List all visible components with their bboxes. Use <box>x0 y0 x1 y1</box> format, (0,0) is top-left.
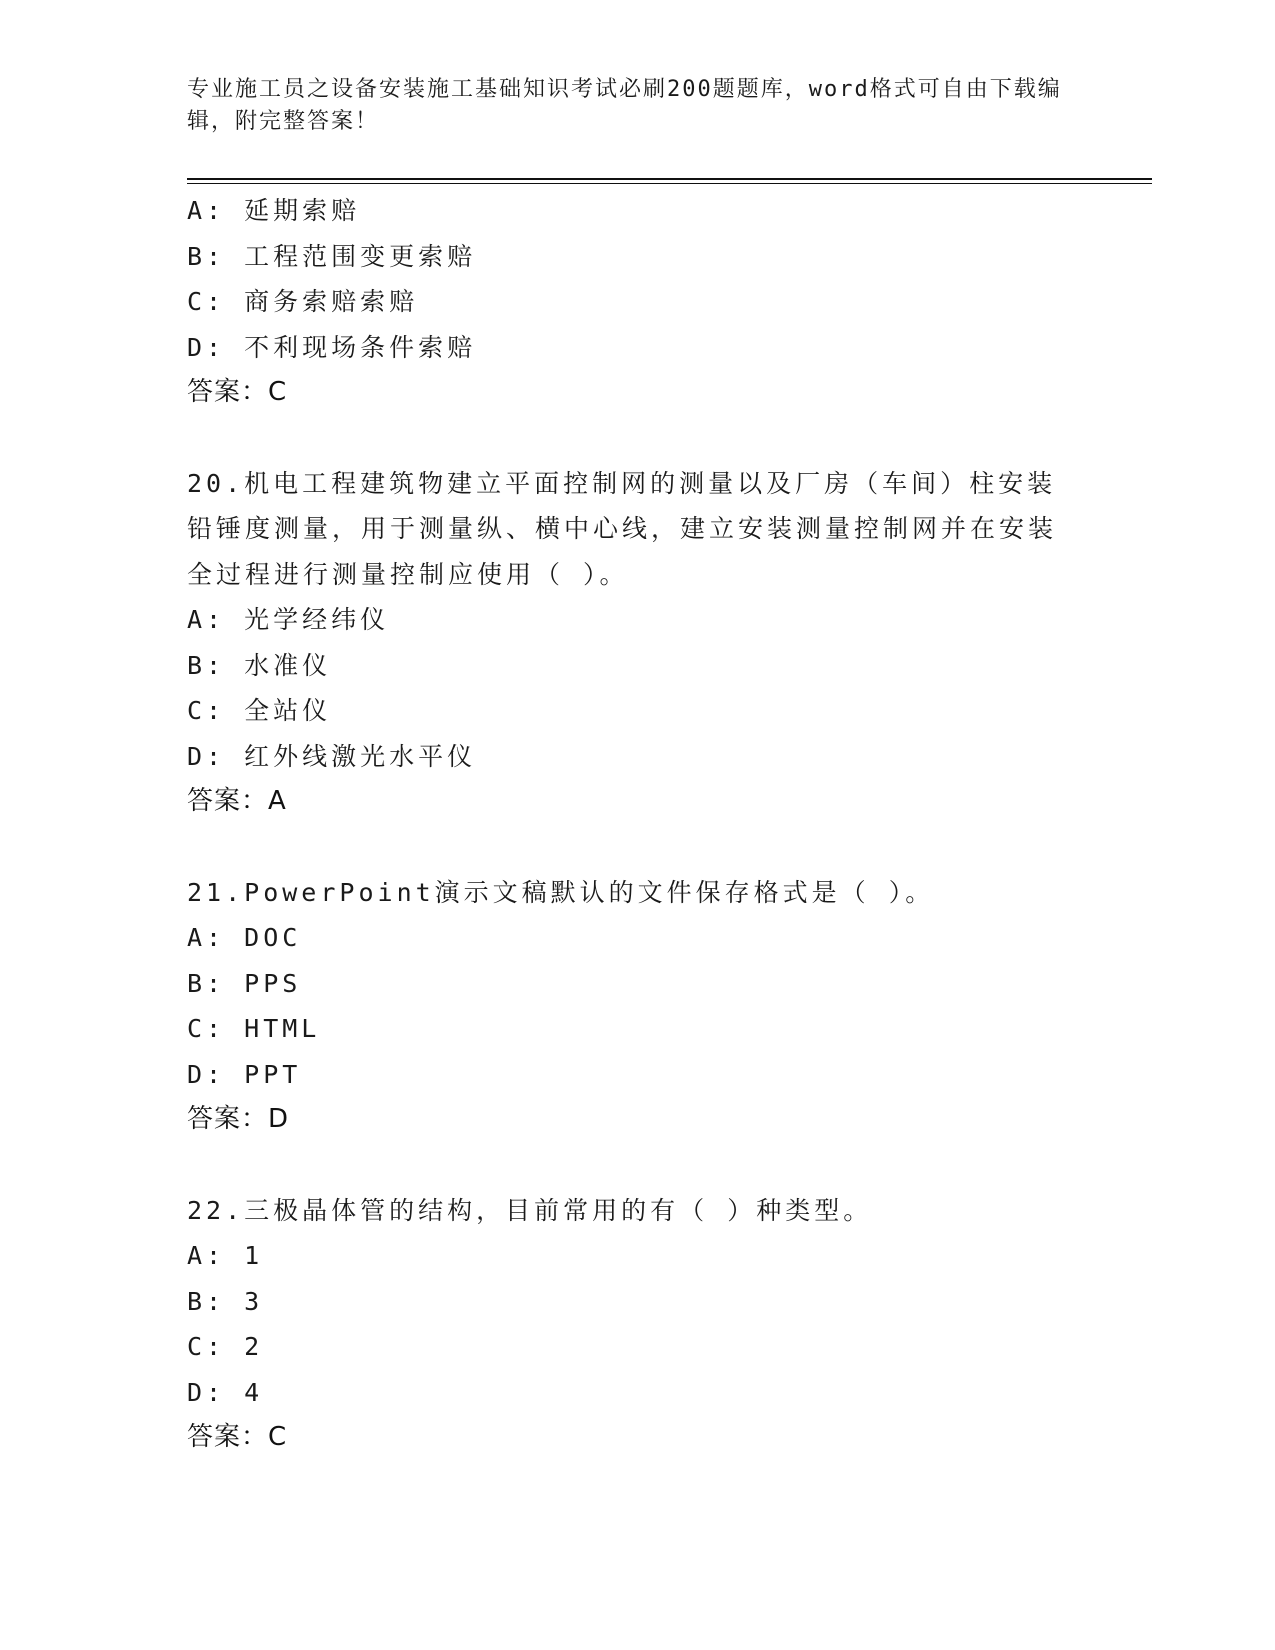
option-b: B: PPS <box>187 968 302 998</box>
question-21 <box>187 870 1087 1143</box>
option-c: C: HTML <box>187 1014 321 1043</box>
option-c: C: 全站仪 <box>187 696 332 725</box>
question-22 <box>187 1188 1087 1461</box>
question-stem: 22.三极晶体管的结构，目前常用的有（ ）种类型。 <box>187 1195 873 1225</box>
option-a: A: 1 <box>187 1241 264 1270</box>
question-stem: 20.机电工程建筑物建立平面控制网的测量以及厂房（车间）柱安装铅锤度测量，用于测量纵、横中心线，建立安装测量控制网并在安装全过程进行测量控制应使用（ ）。 <box>187 468 1058 589</box>
option-b: B: 工程范围变更索赔 <box>187 241 477 271</box>
answer-line: 答案：C <box>187 1422 288 1452</box>
option-a: A: 延期索赔 <box>187 196 361 225</box>
document-header-title: 专业施工员之设备安装施工基础知识考试必刷200题题库，word格式可自由下载编辑，附完整答案！ <box>187 77 1062 134</box>
option-d: D: 不利现场条件索赔 <box>187 332 477 362</box>
question-20 <box>187 461 1087 825</box>
answer-line: 答案：C <box>187 377 288 407</box>
option-d: D: 红外线激光水平仪 <box>187 741 477 771</box>
option-d: D: PPT <box>187 1059 302 1089</box>
option-b: B: 3 <box>187 1286 264 1316</box>
option-d: D: 4 <box>187 1377 264 1407</box>
option-a: A: 光学经纬仪 <box>187 605 390 634</box>
question-19 <box>187 188 1087 416</box>
option-a: A: DOC <box>187 923 302 952</box>
question-list <box>187 188 1087 1461</box>
question-stem: 21.PowerPoint演示文稿默认的文件保存格式是（ ）。 <box>187 877 935 907</box>
spacer <box>187 1143 1087 1188</box>
header-divider-thick <box>187 178 1152 180</box>
answer-line: 答案：D <box>187 1104 290 1134</box>
answer-line: 答案：A <box>187 786 287 816</box>
option-b: B: 水准仪 <box>187 650 332 680</box>
spacer <box>187 825 1087 870</box>
spacer <box>187 416 1087 461</box>
option-c: C: 商务索赔索赔 <box>187 287 419 316</box>
option-c: C: 2 <box>187 1332 264 1361</box>
header-divider-thin <box>187 183 1152 184</box>
